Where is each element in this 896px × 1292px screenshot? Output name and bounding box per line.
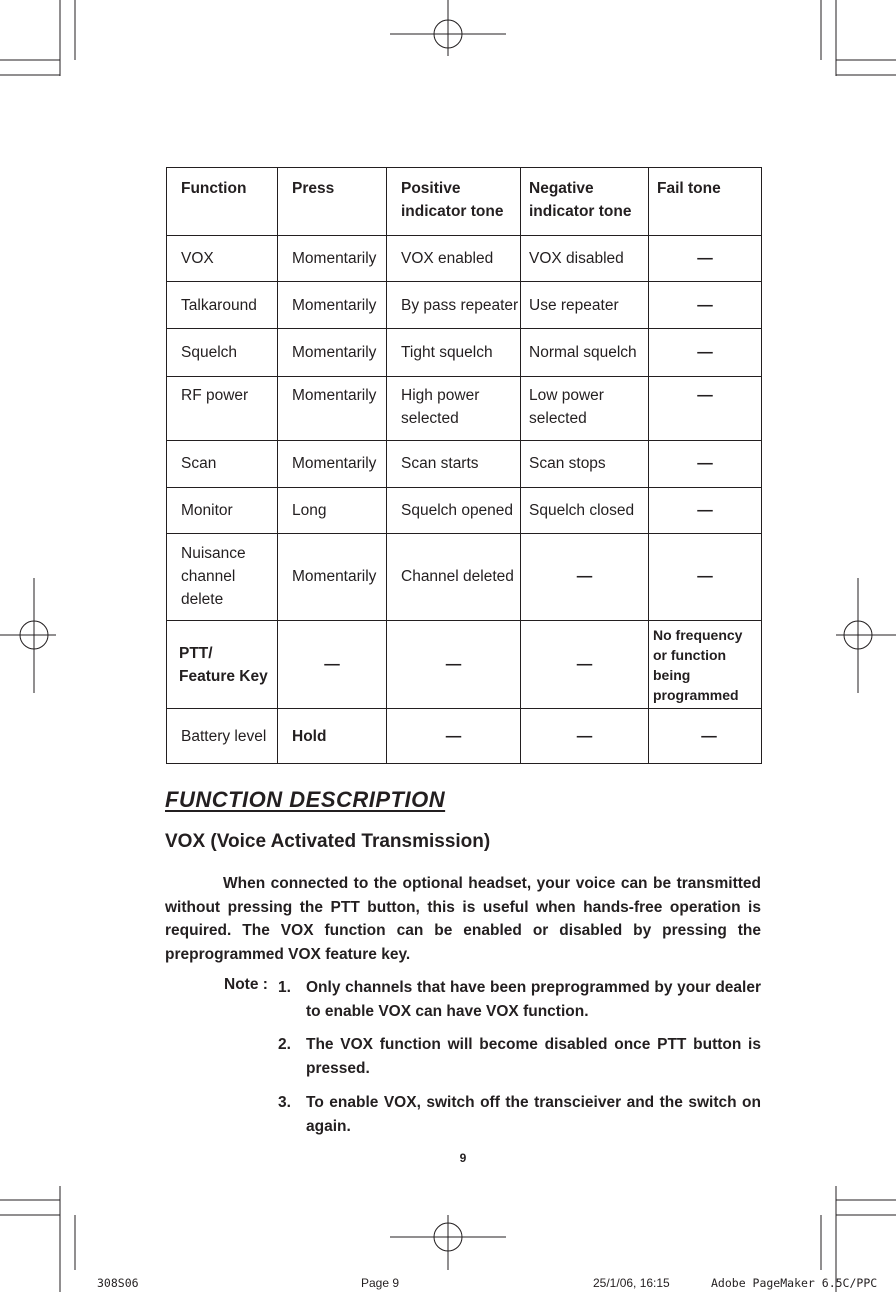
- cell-function: Scan: [167, 441, 278, 487]
- section-title: FUNCTION DESCRIPTION: [165, 787, 446, 812]
- function-table: [166, 167, 762, 764]
- cell-fail-tone: —: [649, 329, 762, 376]
- header-function: [167, 168, 278, 236]
- cell-function: VOX: [167, 235, 278, 281]
- cell-press: Momentarily: [278, 534, 387, 621]
- cell-negative: —: [521, 620, 649, 709]
- cell-negative: VOX disabled: [521, 235, 649, 281]
- slug-page: Page 9: [361, 1276, 400, 1290]
- cell-fail-tone: No frequency or function being programmed: [649, 620, 762, 709]
- cell-function: Monitor: [167, 487, 278, 533]
- header-press-label: Press: [292, 180, 335, 197]
- cell-fail-tone: —: [649, 235, 762, 281]
- note-label: Note :: [224, 976, 268, 993]
- table-row: [167, 281, 762, 328]
- header-fail-tone: [649, 168, 762, 236]
- header-positive-label: Positive indicator tone: [401, 180, 504, 220]
- cell-negative: Use repeater: [521, 281, 649, 328]
- table-header-row: [167, 168, 762, 236]
- note-item: [278, 1033, 761, 1080]
- cell-negative: —: [521, 534, 649, 621]
- cell-positive: Tight squelch: [387, 329, 521, 376]
- note-number: 2.: [278, 1036, 291, 1053]
- page-number: 9: [459, 1151, 467, 1165]
- cell-positive: VOX enabled: [387, 235, 521, 281]
- cell-function: Nuisance channel delete: [167, 534, 278, 621]
- cell-positive: By pass repeater: [387, 281, 521, 328]
- header-function-label: Function: [181, 180, 247, 197]
- table-row: [167, 487, 762, 533]
- slug-job-code: 308S06: [97, 1276, 139, 1290]
- table-row: [167, 709, 762, 764]
- slug-software: Adobe PageMaker 6.5C/PPC: [711, 1276, 878, 1290]
- cell-fail-tone: —: [649, 441, 762, 487]
- body-paragraph: When connected to the optional headset, your voice can be transmitted without pressing the PTT button, this is useful when hands-free operation is required. The VOX function can be enabled or disabled by pressing the preprogrammed VOX feature key.: [165, 875, 761, 963]
- cell-function: Battery level: [167, 709, 278, 764]
- cell-positive: —: [387, 620, 521, 709]
- cell-fail-tone: —: [649, 709, 762, 764]
- header-negative-label: Negative indicator tone: [529, 180, 632, 220]
- header-positive: [387, 168, 521, 236]
- cell-negative: Squelch closed: [521, 487, 649, 533]
- cell-fail-tone: —: [649, 534, 762, 621]
- table-row: [167, 441, 762, 487]
- cell-press: Momentarily: [278, 281, 387, 328]
- note-item: [278, 1091, 761, 1138]
- header-negative: [521, 168, 649, 236]
- cell-fail-tone: —: [649, 281, 762, 328]
- cell-negative: Scan stops: [521, 441, 649, 487]
- cell-function: PTT/ Feature Key: [167, 620, 278, 709]
- cell-press: Hold: [278, 709, 387, 764]
- cell-positive: —: [387, 709, 521, 764]
- cell-press: Momentarily: [278, 329, 387, 376]
- table-row: [167, 329, 762, 376]
- cell-function: Squelch: [167, 329, 278, 376]
- cell-press: Momentarily: [278, 235, 387, 281]
- note-number: 1.: [278, 979, 291, 996]
- header-press: [278, 168, 387, 236]
- note-text: Only channels that have been preprogrammed by your dealer to enable VOX can have VOX function.: [306, 979, 761, 1020]
- cell-negative: —: [521, 709, 649, 764]
- cell-press: —: [278, 620, 387, 709]
- table-row: [167, 235, 762, 281]
- cell-positive: Scan starts: [387, 441, 521, 487]
- cell-negative: Normal squelch: [521, 329, 649, 376]
- cell-function: RF power: [167, 376, 278, 441]
- cell-press: Long: [278, 487, 387, 533]
- table-row: [167, 534, 762, 621]
- header-fail-tone-label: Fail tone: [657, 180, 721, 197]
- table-row: [167, 376, 762, 441]
- note-item: [278, 976, 761, 1023]
- cell-fail-tone: —: [649, 376, 762, 441]
- cell-positive: Channel deleted: [387, 534, 521, 621]
- cell-function: Talkaround: [167, 281, 278, 328]
- note-text: To enable VOX, switch off the transcieiver and the switch on again.: [306, 1094, 761, 1135]
- subsection-title: VOX (Voice Activated Transmission): [165, 831, 491, 852]
- cell-fail-tone: —: [649, 487, 762, 533]
- cell-positive: Squelch opened: [387, 487, 521, 533]
- slug-datetime: 25/1/06, 16:15: [593, 1276, 670, 1290]
- cell-press: Momentarily: [278, 376, 387, 441]
- cell-press: Momentarily: [278, 441, 387, 487]
- note-number: 3.: [278, 1094, 291, 1111]
- cell-negative: Low power selected: [521, 376, 649, 441]
- table-row: [167, 620, 762, 709]
- cell-positive: High power selected: [387, 376, 521, 441]
- note-text: The VOX function will become disabled once PTT button is pressed.: [306, 1036, 761, 1077]
